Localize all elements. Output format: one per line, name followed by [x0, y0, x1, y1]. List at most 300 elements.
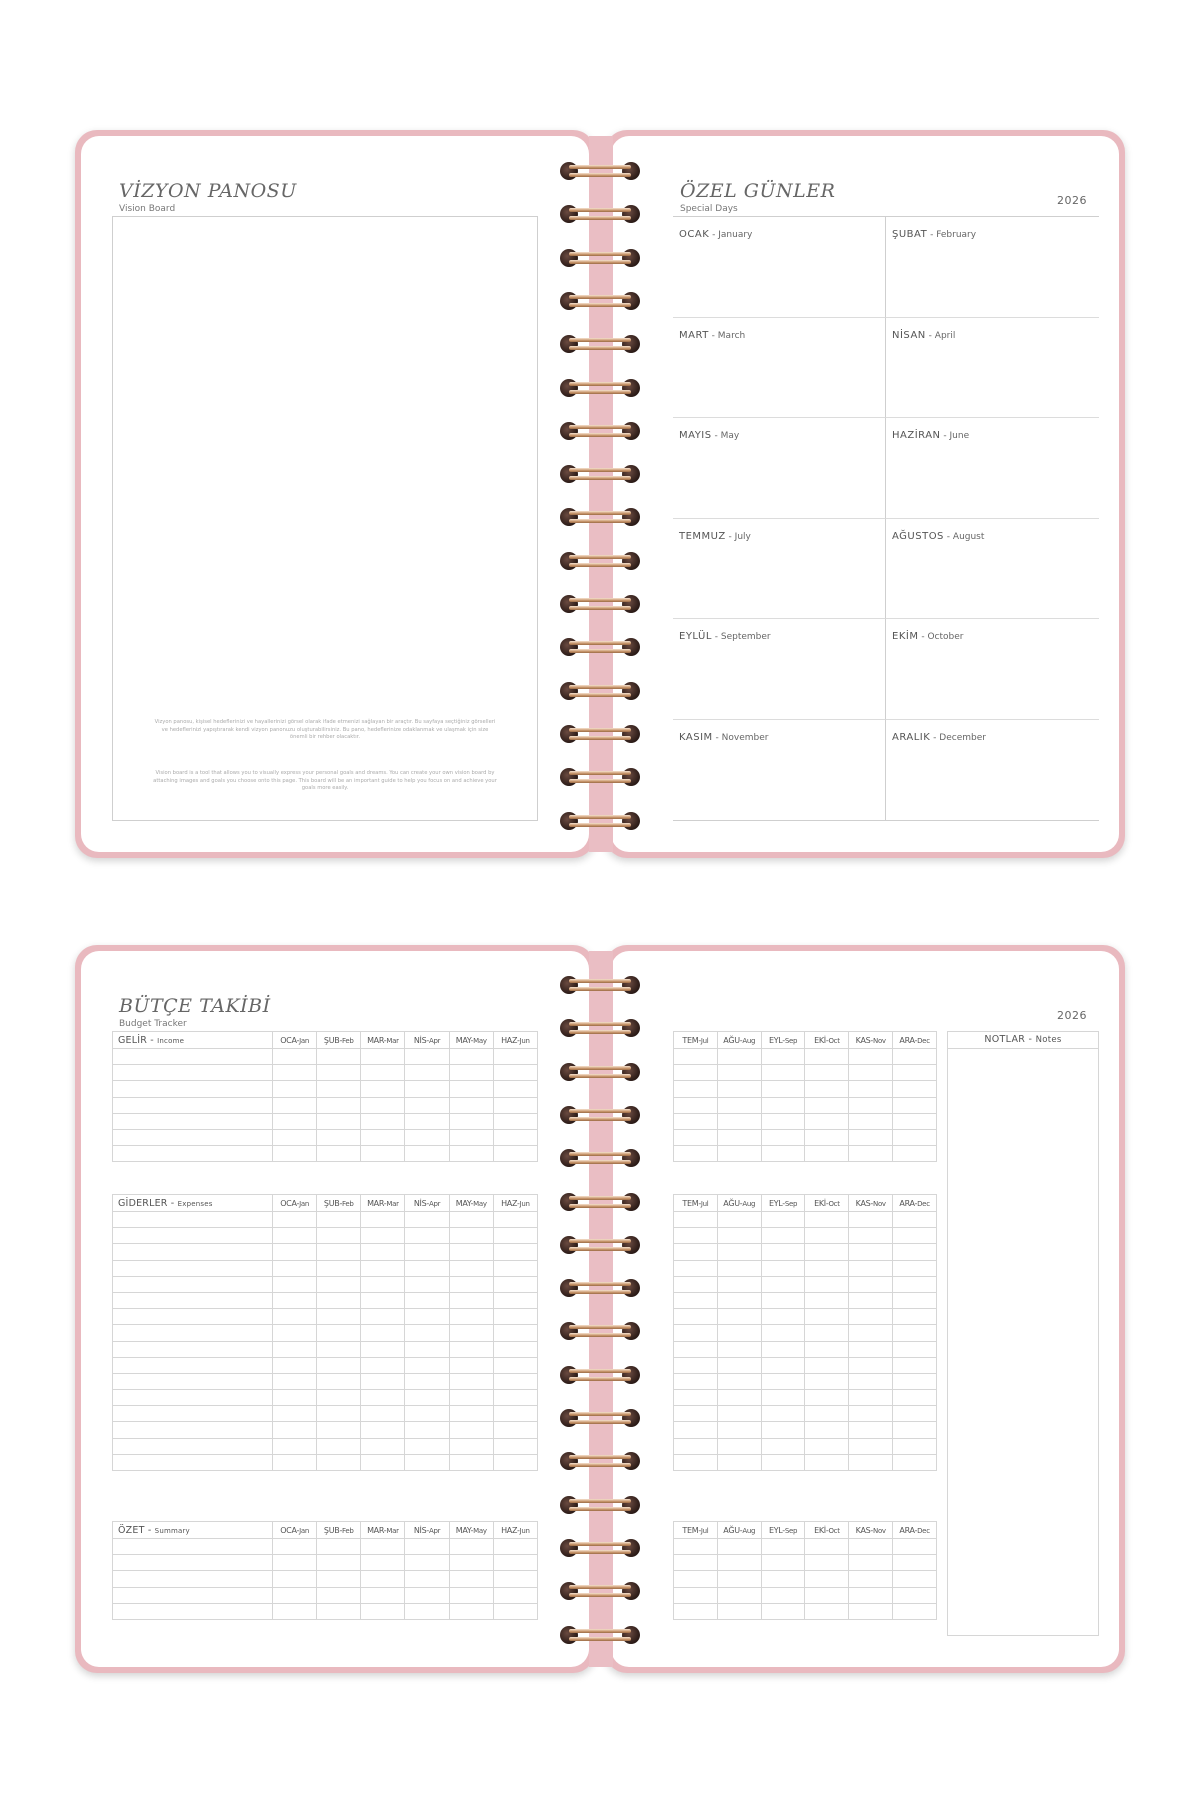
table-cell[interactable]	[849, 1065, 893, 1081]
month-cell[interactable]	[886, 217, 1099, 318]
table-cell[interactable]	[113, 1049, 273, 1065]
table-cell[interactable]	[849, 1129, 893, 1145]
table-cell[interactable]	[449, 1373, 493, 1389]
table-cell[interactable]	[493, 1438, 537, 1454]
table-cell[interactable]	[273, 1438, 317, 1454]
table-cell[interactable]	[849, 1309, 893, 1325]
month-cell[interactable]	[886, 720, 1099, 821]
table-cell[interactable]	[405, 1325, 449, 1341]
table-cell[interactable]	[805, 1555, 849, 1571]
table-cell[interactable]	[317, 1113, 361, 1129]
table-cell[interactable]	[849, 1422, 893, 1438]
table-cell[interactable]	[493, 1325, 537, 1341]
table-cell[interactable]	[493, 1390, 537, 1406]
table-cell[interactable]	[273, 1373, 317, 1389]
table-cell[interactable]	[717, 1406, 761, 1422]
table-cell[interactable]	[849, 1081, 893, 1097]
table-cell[interactable]	[761, 1260, 805, 1276]
table-cell[interactable]	[405, 1065, 449, 1081]
table-cell[interactable]	[113, 1390, 273, 1406]
table-cell[interactable]	[273, 1603, 317, 1619]
month-cell[interactable]	[673, 318, 886, 419]
table-cell[interactable]	[361, 1341, 405, 1357]
table-cell[interactable]	[317, 1422, 361, 1438]
table-cell[interactable]	[893, 1454, 937, 1470]
table-cell[interactable]	[893, 1603, 937, 1619]
table-cell[interactable]	[674, 1325, 718, 1341]
table-cell[interactable]	[273, 1065, 317, 1081]
table-cell[interactable]	[361, 1571, 405, 1587]
table-cell[interactable]	[405, 1422, 449, 1438]
table-cell[interactable]	[761, 1357, 805, 1373]
table-cell[interactable]	[113, 1081, 273, 1097]
table-cell[interactable]	[449, 1539, 493, 1555]
table-cell[interactable]	[273, 1212, 317, 1228]
month-cell[interactable]	[673, 720, 886, 821]
table-cell[interactable]	[449, 1097, 493, 1113]
table-cell[interactable]	[317, 1571, 361, 1587]
table-cell[interactable]	[449, 1309, 493, 1325]
table-cell[interactable]	[317, 1097, 361, 1113]
table-cell[interactable]	[405, 1212, 449, 1228]
table-cell[interactable]	[317, 1454, 361, 1470]
table-cell[interactable]	[849, 1244, 893, 1260]
table-cell[interactable]	[717, 1113, 761, 1129]
table-cell[interactable]	[849, 1373, 893, 1389]
table-cell[interactable]	[405, 1097, 449, 1113]
table-cell[interactable]	[893, 1129, 937, 1145]
table-cell[interactable]	[674, 1309, 718, 1325]
table-cell[interactable]	[717, 1146, 761, 1162]
notes-area[interactable]	[947, 1031, 1099, 1636]
table-cell[interactable]	[113, 1212, 273, 1228]
table-cell[interactable]	[674, 1438, 718, 1454]
table-cell[interactable]	[893, 1422, 937, 1438]
table-cell[interactable]	[449, 1212, 493, 1228]
table-cell[interactable]	[849, 1438, 893, 1454]
table-cell[interactable]	[717, 1539, 761, 1555]
month-cell[interactable]	[886, 619, 1099, 720]
table-cell[interactable]	[113, 1129, 273, 1145]
table-cell[interactable]	[317, 1341, 361, 1357]
table-cell[interactable]	[674, 1603, 718, 1619]
table-cell[interactable]	[113, 1454, 273, 1470]
table-cell[interactable]	[405, 1555, 449, 1571]
table-cell[interactable]	[805, 1454, 849, 1470]
table-cell[interactable]	[405, 1390, 449, 1406]
table-cell[interactable]	[849, 1146, 893, 1162]
table-cell[interactable]	[449, 1244, 493, 1260]
table-cell[interactable]	[674, 1276, 718, 1292]
table-cell[interactable]	[805, 1571, 849, 1587]
table-cell[interactable]	[493, 1422, 537, 1438]
table-cell[interactable]	[493, 1113, 537, 1129]
table-cell[interactable]	[361, 1357, 405, 1373]
table-cell[interactable]	[674, 1049, 718, 1065]
table-cell[interactable]	[449, 1260, 493, 1276]
table-cell[interactable]	[761, 1555, 805, 1571]
table-cell[interactable]	[493, 1587, 537, 1603]
table-cell[interactable]	[273, 1292, 317, 1308]
table-cell[interactable]	[273, 1325, 317, 1341]
table-cell[interactable]	[113, 1422, 273, 1438]
table-cell[interactable]	[893, 1325, 937, 1341]
table-cell[interactable]	[717, 1555, 761, 1571]
table-cell[interactable]	[893, 1390, 937, 1406]
table-cell[interactable]	[113, 1113, 273, 1129]
table-cell[interactable]	[317, 1212, 361, 1228]
table-cell[interactable]	[493, 1097, 537, 1113]
table-cell[interactable]	[361, 1587, 405, 1603]
table-cell[interactable]	[893, 1146, 937, 1162]
table-cell[interactable]	[361, 1113, 405, 1129]
table-cell[interactable]	[405, 1438, 449, 1454]
table-cell[interactable]	[449, 1228, 493, 1244]
table-cell[interactable]	[717, 1587, 761, 1603]
table-cell[interactable]	[113, 1603, 273, 1619]
table-cell[interactable]	[113, 1309, 273, 1325]
table-cell[interactable]	[849, 1260, 893, 1276]
table-cell[interactable]	[273, 1097, 317, 1113]
table-cell[interactable]	[113, 1260, 273, 1276]
table-cell[interactable]	[893, 1309, 937, 1325]
table-cell[interactable]	[361, 1373, 405, 1389]
table-cell[interactable]	[405, 1341, 449, 1357]
table-cell[interactable]	[405, 1587, 449, 1603]
table-cell[interactable]	[805, 1438, 849, 1454]
table-cell[interactable]	[405, 1292, 449, 1308]
table-cell[interactable]	[493, 1341, 537, 1357]
table-cell[interactable]	[674, 1097, 718, 1113]
table-cell[interactable]	[717, 1571, 761, 1587]
table-cell[interactable]	[717, 1438, 761, 1454]
table-cell[interactable]	[493, 1276, 537, 1292]
table-cell[interactable]	[761, 1212, 805, 1228]
month-cell[interactable]	[886, 519, 1099, 620]
table-cell[interactable]	[805, 1081, 849, 1097]
table-cell[interactable]	[273, 1146, 317, 1162]
table-cell[interactable]	[361, 1390, 405, 1406]
table-cell[interactable]	[273, 1454, 317, 1470]
table-cell[interactable]	[361, 1438, 405, 1454]
table-cell[interactable]	[317, 1587, 361, 1603]
table-cell[interactable]	[317, 1292, 361, 1308]
table-cell[interactable]	[317, 1603, 361, 1619]
table-cell[interactable]	[113, 1097, 273, 1113]
table-cell[interactable]	[405, 1244, 449, 1260]
table-cell[interactable]	[805, 1341, 849, 1357]
table-cell[interactable]	[317, 1081, 361, 1097]
table-cell[interactable]	[317, 1357, 361, 1373]
table-cell[interactable]	[405, 1049, 449, 1065]
table-cell[interactable]	[493, 1049, 537, 1065]
table-cell[interactable]	[361, 1212, 405, 1228]
table-cell[interactable]	[317, 1276, 361, 1292]
table-cell[interactable]	[449, 1406, 493, 1422]
table-cell[interactable]	[674, 1539, 718, 1555]
table-cell[interactable]	[805, 1049, 849, 1065]
table-cell[interactable]	[113, 1341, 273, 1357]
table-cell[interactable]	[361, 1129, 405, 1145]
table-cell[interactable]	[805, 1422, 849, 1438]
table-cell[interactable]	[405, 1357, 449, 1373]
table-cell[interactable]	[761, 1129, 805, 1145]
table-cell[interactable]	[317, 1049, 361, 1065]
table-cell[interactable]	[361, 1292, 405, 1308]
table-cell[interactable]	[674, 1212, 718, 1228]
table-cell[interactable]	[717, 1341, 761, 1357]
table-cell[interactable]	[449, 1571, 493, 1587]
table-cell[interactable]	[805, 1146, 849, 1162]
table-cell[interactable]	[361, 1603, 405, 1619]
table-cell[interactable]	[113, 1065, 273, 1081]
table-cell[interactable]	[449, 1555, 493, 1571]
table-cell[interactable]	[405, 1260, 449, 1276]
table-cell[interactable]	[113, 1325, 273, 1341]
table-cell[interactable]	[449, 1325, 493, 1341]
table-cell[interactable]	[849, 1049, 893, 1065]
table-cell[interactable]	[893, 1065, 937, 1081]
table-cell[interactable]	[717, 1260, 761, 1276]
table-cell[interactable]	[113, 1555, 273, 1571]
table-cell[interactable]	[761, 1113, 805, 1129]
table-cell[interactable]	[493, 1129, 537, 1145]
table-cell[interactable]	[493, 1081, 537, 1097]
table-cell[interactable]	[674, 1244, 718, 1260]
table-cell[interactable]	[849, 1276, 893, 1292]
table-cell[interactable]	[849, 1539, 893, 1555]
table-cell[interactable]	[361, 1406, 405, 1422]
table-cell[interactable]	[893, 1438, 937, 1454]
table-cell[interactable]	[273, 1309, 317, 1325]
table-cell[interactable]	[761, 1438, 805, 1454]
table-cell[interactable]	[717, 1454, 761, 1470]
table-cell[interactable]	[805, 1373, 849, 1389]
table-cell[interactable]	[717, 1292, 761, 1308]
table-cell[interactable]	[405, 1373, 449, 1389]
table-cell[interactable]	[893, 1260, 937, 1276]
table-cell[interactable]	[849, 1228, 893, 1244]
table-cell[interactable]	[273, 1587, 317, 1603]
table-cell[interactable]	[849, 1603, 893, 1619]
table-cell[interactable]	[849, 1292, 893, 1308]
table-cell[interactable]	[805, 1260, 849, 1276]
table-cell[interactable]	[761, 1049, 805, 1065]
month-cell[interactable]	[886, 418, 1099, 519]
table-cell[interactable]	[893, 1292, 937, 1308]
table-cell[interactable]	[317, 1325, 361, 1341]
table-cell[interactable]	[317, 1539, 361, 1555]
table-cell[interactable]	[893, 1244, 937, 1260]
table-cell[interactable]	[674, 1129, 718, 1145]
table-cell[interactable]	[805, 1603, 849, 1619]
table-cell[interactable]	[493, 1292, 537, 1308]
table-cell[interactable]	[893, 1539, 937, 1555]
table-cell[interactable]	[849, 1390, 893, 1406]
table-cell[interactable]	[893, 1357, 937, 1373]
table-cell[interactable]	[113, 1292, 273, 1308]
table-cell[interactable]	[761, 1228, 805, 1244]
month-cell[interactable]	[673, 619, 886, 720]
table-cell[interactable]	[761, 1244, 805, 1260]
table-cell[interactable]	[717, 1276, 761, 1292]
table-cell[interactable]	[493, 1454, 537, 1470]
table-cell[interactable]	[317, 1244, 361, 1260]
table-cell[interactable]	[405, 1081, 449, 1097]
table-cell[interactable]	[317, 1406, 361, 1422]
table-cell[interactable]	[493, 1228, 537, 1244]
table-cell[interactable]	[361, 1228, 405, 1244]
table-cell[interactable]	[405, 1571, 449, 1587]
table-cell[interactable]	[361, 1049, 405, 1065]
table-cell[interactable]	[674, 1571, 718, 1587]
table-cell[interactable]	[113, 1228, 273, 1244]
table-cell[interactable]	[761, 1341, 805, 1357]
table-cell[interactable]	[317, 1373, 361, 1389]
table-cell[interactable]	[317, 1129, 361, 1145]
table-cell[interactable]	[849, 1357, 893, 1373]
table-cell[interactable]	[805, 1292, 849, 1308]
table-cell[interactable]	[449, 1065, 493, 1081]
table-cell[interactable]	[273, 1422, 317, 1438]
table-cell[interactable]	[493, 1555, 537, 1571]
table-cell[interactable]	[717, 1422, 761, 1438]
month-cell[interactable]	[673, 418, 886, 519]
table-cell[interactable]	[805, 1276, 849, 1292]
table-cell[interactable]	[493, 1406, 537, 1422]
table-cell[interactable]	[761, 1097, 805, 1113]
table-cell[interactable]	[273, 1260, 317, 1276]
table-cell[interactable]	[317, 1438, 361, 1454]
table-cell[interactable]	[493, 1357, 537, 1373]
table-cell[interactable]	[805, 1325, 849, 1341]
table-cell[interactable]	[113, 1276, 273, 1292]
table-cell[interactable]	[405, 1228, 449, 1244]
table-cell[interactable]	[805, 1113, 849, 1129]
table-cell[interactable]	[361, 1555, 405, 1571]
table-cell[interactable]	[805, 1357, 849, 1373]
table-cell[interactable]	[717, 1049, 761, 1065]
table-cell[interactable]	[761, 1390, 805, 1406]
table-cell[interactable]	[849, 1097, 893, 1113]
table-cell[interactable]	[317, 1555, 361, 1571]
table-cell[interactable]	[761, 1571, 805, 1587]
table-cell[interactable]	[674, 1260, 718, 1276]
table-cell[interactable]	[761, 1373, 805, 1389]
table-cell[interactable]	[361, 1422, 405, 1438]
table-cell[interactable]	[805, 1065, 849, 1081]
table-cell[interactable]	[449, 1292, 493, 1308]
table-cell[interactable]	[717, 1309, 761, 1325]
table-cell[interactable]	[849, 1555, 893, 1571]
table-cell[interactable]	[113, 1539, 273, 1555]
table-cell[interactable]	[893, 1587, 937, 1603]
table-cell[interactable]	[849, 1454, 893, 1470]
table-cell[interactable]	[761, 1146, 805, 1162]
table-cell[interactable]	[405, 1454, 449, 1470]
table-cell[interactable]	[113, 1438, 273, 1454]
table-cell[interactable]	[273, 1390, 317, 1406]
table-cell[interactable]	[493, 1146, 537, 1162]
table-cell[interactable]	[449, 1587, 493, 1603]
table-cell[interactable]	[493, 1373, 537, 1389]
table-cell[interactable]	[273, 1539, 317, 1555]
table-cell[interactable]	[849, 1113, 893, 1129]
table-cell[interactable]	[893, 1571, 937, 1587]
table-cell[interactable]	[449, 1438, 493, 1454]
table-cell[interactable]	[805, 1097, 849, 1113]
table-cell[interactable]	[674, 1406, 718, 1422]
month-cell[interactable]	[886, 318, 1099, 419]
table-cell[interactable]	[893, 1276, 937, 1292]
table-cell[interactable]	[405, 1129, 449, 1145]
table-cell[interactable]	[674, 1146, 718, 1162]
table-cell[interactable]	[761, 1454, 805, 1470]
table-cell[interactable]	[805, 1129, 849, 1145]
table-cell[interactable]	[361, 1081, 405, 1097]
table-cell[interactable]	[449, 1390, 493, 1406]
table-cell[interactable]	[805, 1228, 849, 1244]
table-cell[interactable]	[317, 1228, 361, 1244]
table-cell[interactable]	[849, 1571, 893, 1587]
table-cell[interactable]	[273, 1357, 317, 1373]
table-cell[interactable]	[113, 1357, 273, 1373]
table-cell[interactable]	[317, 1146, 361, 1162]
table-cell[interactable]	[317, 1260, 361, 1276]
table-cell[interactable]	[493, 1244, 537, 1260]
table-cell[interactable]	[761, 1603, 805, 1619]
table-cell[interactable]	[405, 1539, 449, 1555]
table-cell[interactable]	[361, 1260, 405, 1276]
table-cell[interactable]	[449, 1603, 493, 1619]
table-cell[interactable]	[361, 1309, 405, 1325]
table-cell[interactable]	[361, 1454, 405, 1470]
table-cell[interactable]	[449, 1422, 493, 1438]
table-cell[interactable]	[493, 1212, 537, 1228]
table-cell[interactable]	[317, 1065, 361, 1081]
table-cell[interactable]	[449, 1049, 493, 1065]
table-cell[interactable]	[849, 1212, 893, 1228]
table-cell[interactable]	[805, 1390, 849, 1406]
table-cell[interactable]	[405, 1603, 449, 1619]
table-cell[interactable]	[405, 1113, 449, 1129]
table-cell[interactable]	[361, 1325, 405, 1341]
month-cell[interactable]	[673, 217, 886, 318]
table-cell[interactable]	[493, 1603, 537, 1619]
table-cell[interactable]	[405, 1309, 449, 1325]
table-cell[interactable]	[113, 1146, 273, 1162]
table-cell[interactable]	[113, 1571, 273, 1587]
table-cell[interactable]	[361, 1276, 405, 1292]
table-cell[interactable]	[717, 1325, 761, 1341]
table-cell[interactable]	[361, 1065, 405, 1081]
table-cell[interactable]	[273, 1571, 317, 1587]
table-cell[interactable]	[273, 1555, 317, 1571]
table-cell[interactable]	[113, 1373, 273, 1389]
table-cell[interactable]	[113, 1406, 273, 1422]
table-cell[interactable]	[273, 1228, 317, 1244]
table-cell[interactable]	[674, 1081, 718, 1097]
table-cell[interactable]	[761, 1292, 805, 1308]
table-cell[interactable]	[674, 1454, 718, 1470]
table-cell[interactable]	[273, 1049, 317, 1065]
table-cell[interactable]	[493, 1065, 537, 1081]
table-cell[interactable]	[893, 1113, 937, 1129]
table-cell[interactable]	[805, 1244, 849, 1260]
table-cell[interactable]	[361, 1244, 405, 1260]
table-cell[interactable]	[273, 1081, 317, 1097]
table-cell[interactable]	[273, 1341, 317, 1357]
